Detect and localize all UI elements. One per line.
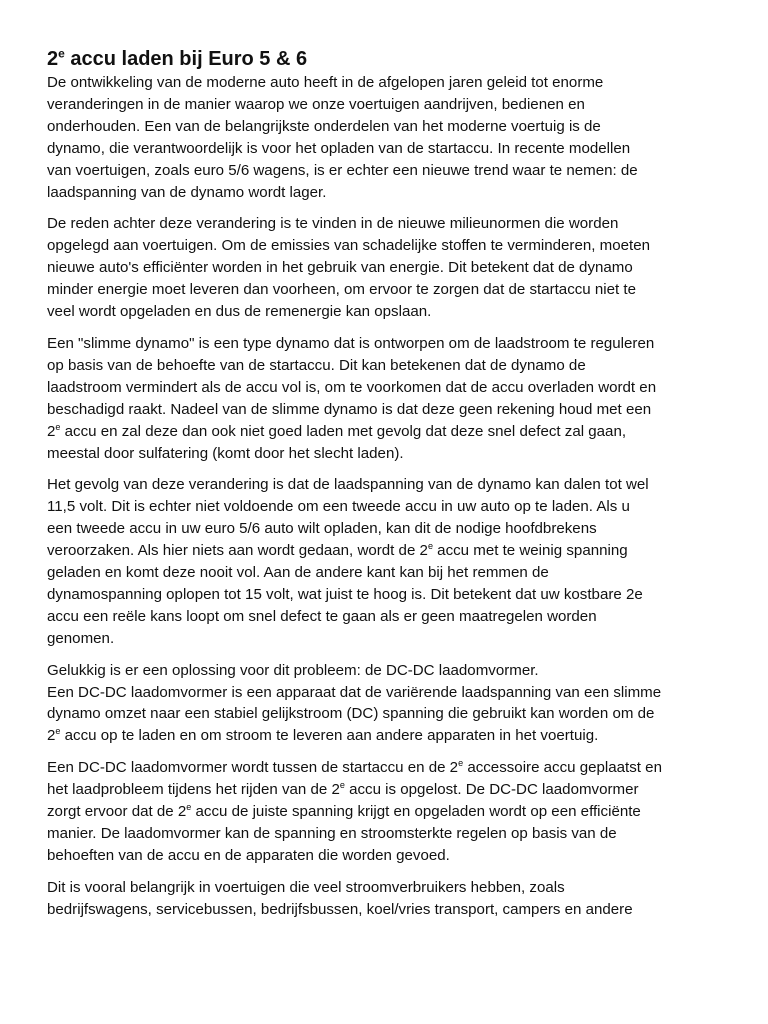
paragraph [47, 877, 727, 921]
line-text: zorgt ervoor dat de 2 [47, 803, 187, 821]
line-text: accu met te weinig spanning [432, 542, 628, 560]
text-line: accu een reële kans loopt om snel defect te gaan als er geen maatregelen worden [47, 607, 597, 625]
text-line: veranderingen in de manier waarop we onze voertuigen aandrijven, bedienen en [47, 95, 585, 113]
text-line: Het gevolg van deze verandering is dat de laadspanning van de dynamo kan dalen tot wel [47, 476, 649, 494]
paragraph [47, 757, 727, 867]
line-text: 2 [47, 422, 56, 440]
text-line: op basis van de behoefte van de startaccu. Dit kan betekenen dat de dynamo de [47, 356, 586, 374]
paragraph [47, 660, 727, 748]
document-page [47, 46, 727, 931]
text-line: onderhouden. Een van de belangrijkste onderdelen van het moderne voertuig is de [47, 117, 601, 135]
text-line: laadspanning van de dynamo wordt lager. [47, 183, 327, 201]
text-line [47, 801, 727, 823]
text-line: Een DC-DC laadomvormer is een apparaat dat de variërende laadspanning van een slimme [47, 683, 662, 701]
line-text: veroorzaken. Als hier niets aan wordt gedaan, wordt de 2 [47, 542, 428, 560]
text-line: een tweede accu in uw euro 5/6 auto wilt opladen, kan dit de nodige hoofdbrekens [47, 520, 597, 538]
line-text: accessoire accu geplaatst en [463, 759, 662, 777]
ordinal-superscript: e [427, 541, 433, 552]
title-text: accu laden bij Euro 5 & 6 [64, 48, 308, 70]
text-line [47, 725, 727, 747]
text-line: De reden achter deze verandering is te vinden in de nieuwe milieunormen die worden [47, 215, 619, 233]
line-text: accu en zal deze dan ook niet goed laden met gevolg dat deze snel defect zal gaan, [60, 422, 627, 440]
paragraph [47, 72, 727, 203]
text-line: De ontwikkeling van de moderne auto heeft in de afgelopen jaren geleid tot enorme [47, 74, 604, 91]
text-line: geladen en komt deze nooit vol. Aan de andere kant kan bij het remmen de [47, 564, 549, 582]
text-line: genomen. [47, 629, 115, 647]
text-line: veel wordt opgeladen en dus de remenergie kan opslaan. [47, 303, 432, 321]
text-line: dynamo omzet naar een stabiel gelijkstroom (DC) spanning die gebruikt kan worden om de [47, 705, 655, 723]
line-text: accu de juiste spanning krijgt en opgeladen wordt op een efficiënte [191, 803, 641, 821]
line-text: het laadprobleem tijdens het rijden van de 2 [47, 781, 340, 799]
text-line [47, 421, 727, 443]
text-line: laadstroom vermindert als de accu vol is, om te voorkomen dat de accu overladen wordt en [47, 378, 657, 396]
text-line: nieuwe auto's efficiënter worden in het gebruik van energie. Dit betekent dat de dynamo [47, 259, 633, 277]
ordinal-superscript: e [55, 726, 61, 737]
text-line: 11,5 volt. Dit is echter niet voldoende om een tweede accu in uw auto op te laden. Als u [47, 498, 630, 516]
ordinal-superscript: e [458, 758, 464, 769]
document-title [47, 46, 727, 72]
line-text: accu is opgelost. De DC-DC laadomvormer [344, 781, 639, 799]
text-line: Gelukkig is er een oplossing voor dit probleem: de DC-DC laadomvormer. [47, 661, 539, 679]
ordinal-superscript: e [339, 780, 345, 791]
text-line: behoeften van de accu en de apparaten die worden gevoed. [47, 846, 450, 864]
line-text: Een DC-DC laadomvormer wordt tussen de startaccu en de 2 [47, 759, 459, 777]
text-line [47, 540, 727, 562]
line-text: 2 [47, 727, 56, 745]
title-superscript: e [58, 46, 65, 61]
text-line: dynamo, die verantwoordelijk is voor het opladen van de startaccu. In recente modellen [47, 139, 631, 157]
text-line: meestal door sulfatering (komt door het slecht laden). [47, 444, 404, 462]
paragraph [47, 474, 727, 649]
text-line: bedrijfswagens, servicebussen, bedrijfsbussen, koel/vries transport, campers en andere [47, 900, 633, 918]
text-line: van voertuigen, zoals euro 5/6 wagens, is er echter een nieuwe trend waar te nemen: de [47, 161, 638, 179]
ordinal-superscript: e [55, 421, 61, 432]
text-line: beschadigd raakt. Nadeel van de slimme dynamo is dat deze geen rekening houd met een [47, 400, 652, 418]
document-body [47, 72, 727, 921]
text-line: Dit is vooral belangrijk in voertuigen die veel stroomverbruikers hebben, zoals [47, 878, 565, 896]
paragraph [47, 333, 727, 464]
ordinal-superscript: e [186, 802, 192, 813]
paragraph [47, 213, 727, 323]
text-line: opgelegd aan voertuigen. Om de emissies van schadelijke stoffen te verminderen, moeten [47, 237, 650, 255]
title-prefix: 2 [47, 48, 59, 70]
text-line: Een "slimme dynamo" is een type dynamo dat is ontworpen om de laadstroom te reguleren [47, 334, 655, 352]
text-line: dynamospanning oplopen tot 15 volt, wat juist te hoog is. Dit betekent dat uw kostbare 2e [47, 585, 643, 603]
text-line: manier. De laadomvormer kan de spanning en stroomsterkte regelen op basis van de [47, 825, 617, 842]
text-line: minder energie moet leveren dan voorheen, om ervoor te zorgen dat de startaccu niet te [47, 281, 636, 299]
line-text: accu op te laden en om stroom te leveren aan andere apparaten in het voertuig. [60, 727, 599, 745]
text-line [47, 757, 727, 779]
text-line [47, 779, 727, 801]
